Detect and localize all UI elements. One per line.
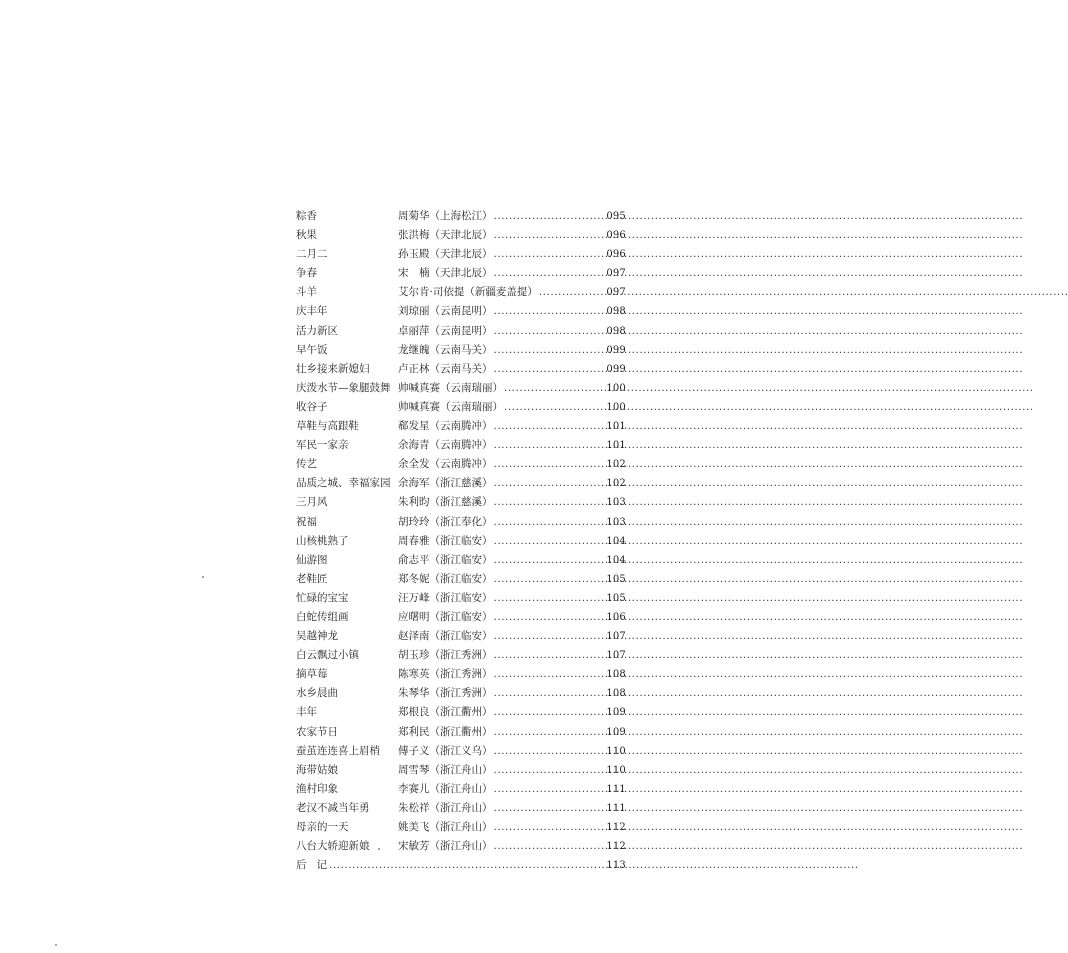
entry-author: 郑利民	[398, 725, 430, 738]
entry-author: 姚美飞	[398, 821, 430, 833]
entry-title: 二月二	[296, 248, 328, 261]
entry-author: 朱琴华	[398, 687, 430, 700]
toc-entry[interactable]	[296, 761, 626, 780]
entry-origin: （天津北辰）	[429, 248, 493, 261]
toc-entry[interactable]	[296, 341, 626, 360]
entry-origin: （浙江秀洲）	[429, 649, 493, 662]
entry-author: 李赛儿	[398, 782, 430, 795]
entry-origin: （上海松江）	[429, 210, 493, 222]
dot-leader	[494, 455, 606, 474]
entry-page-number: 109	[606, 726, 626, 738]
entry-origin: （浙江秀洲）	[429, 687, 493, 700]
entry-origin: （浙江慈溪）	[429, 477, 493, 490]
entry-origin: （浙江临安）	[429, 591, 493, 604]
table-of-contents	[296, 207, 626, 875]
entry-page-number: 105	[606, 573, 626, 585]
dot-leader	[494, 608, 606, 627]
dot-leader	[494, 513, 606, 532]
dot-leader	[494, 417, 606, 436]
entry-author: 朱松祥	[398, 801, 430, 814]
entry-origin: （浙江衢州）	[429, 706, 493, 719]
entry-origin: （浙江临安）	[429, 610, 493, 623]
entry-page-number: 104	[606, 535, 626, 547]
toc-entry[interactable]	[296, 264, 626, 283]
entry-page-number: 112	[606, 822, 626, 833]
entry-author: 周春雅	[398, 534, 430, 547]
dot-leader	[494, 302, 606, 321]
entry-title: 丰年	[296, 706, 317, 719]
entry-page-number: 104	[606, 554, 626, 566]
entry-title: 壮乡接来新媳妇	[296, 362, 370, 375]
dot-leader	[494, 226, 606, 245]
entry-origin: （浙江临安）	[429, 534, 493, 547]
entry-author: 周雪琴	[398, 763, 430, 776]
entry-page-number: 107	[606, 631, 626, 643]
dot-leader	[494, 474, 606, 493]
entry-page-number: 098	[606, 325, 626, 337]
entry-page-number: 102	[606, 478, 626, 490]
entry-author: 周菊华	[398, 210, 430, 222]
entry-title: 白云飘过小镇	[296, 649, 359, 662]
entry-page-number: 105	[606, 592, 626, 604]
entry-title: 祝福	[296, 515, 317, 528]
dot-leader	[494, 665, 606, 684]
entry-page-number: 096	[606, 230, 626, 242]
entry-page-number: 108	[606, 669, 626, 681]
toc-entry[interactable]	[296, 627, 626, 646]
entry-title: 三月风	[296, 496, 328, 509]
toc-entry[interactable]	[296, 684, 626, 703]
dot-leader	[494, 264, 606, 283]
toc-entry[interactable]	[296, 455, 626, 474]
entry-title: 水乡晨曲	[296, 687, 338, 700]
entry-origin: （新疆麦盖提）	[464, 286, 538, 299]
entry-origin: （浙江临安）	[429, 553, 493, 566]
entry-page-number: 106	[606, 611, 626, 623]
entry-origin: （浙江秀洲）	[429, 668, 493, 681]
entry-origin: （云南瑞丽）	[440, 381, 503, 394]
entry-title: 忙碌的宝宝	[296, 591, 349, 604]
entry-author: 朱利昀	[398, 496, 430, 509]
entry-author: 刘琼丽	[398, 305, 430, 318]
dot-leader	[329, 856, 605, 875]
toc-entry[interactable]	[296, 799, 626, 818]
entry-origin: （浙江临安）	[429, 572, 493, 585]
toc-entry[interactable]	[296, 398, 626, 417]
dot-leader	[494, 818, 606, 837]
entry-title: 蚕茧连连喜上眉梢	[296, 744, 380, 757]
entry-author: 帅喊真赛	[398, 400, 440, 413]
entry-author: 宋敏芳	[398, 840, 430, 853]
entry-page-number: 096	[606, 249, 626, 261]
dot-leader	[494, 684, 606, 703]
toc-entry[interactable]	[296, 589, 626, 608]
toc-entry[interactable]	[296, 723, 626, 742]
toc-entry-afterword[interactable]	[296, 856, 626, 875]
entry-origin: （浙江舟山）	[429, 782, 493, 795]
entry-author: 郑冬妮	[398, 572, 430, 585]
entry-author: 俞志平	[398, 553, 430, 566]
entry-page-number: 107	[606, 650, 626, 662]
entry-origin: （云南腾冲）	[429, 458, 493, 471]
dot-leader	[494, 703, 606, 722]
dot-leader	[494, 723, 606, 742]
entry-author: 张洪梅	[398, 229, 430, 242]
dot-leader	[494, 551, 606, 570]
entry-title: 庆丰年	[296, 305, 328, 318]
dot-leader	[494, 799, 606, 818]
toc-entry[interactable]	[296, 302, 626, 321]
toc-entry[interactable]	[296, 780, 626, 799]
entry-title: 摘草莓	[296, 668, 328, 681]
dot-leader	[494, 245, 606, 264]
entry-page-number: 100	[606, 382, 626, 394]
entry-origin: （浙江舟山）	[429, 840, 493, 853]
entry-origin: （浙江衢州）	[429, 725, 493, 738]
toc-entry[interactable]	[296, 322, 626, 341]
entry-author: 卓丽萍	[398, 324, 430, 337]
dot-leader	[494, 627, 606, 646]
dot-leader	[494, 761, 606, 780]
dot-leader	[494, 570, 606, 589]
entry-title: 军民一家亲	[296, 439, 349, 452]
entry-origin: （浙江舟山）	[429, 801, 493, 814]
dot-leader	[494, 780, 606, 799]
entry-title: 吴越神龙	[296, 630, 338, 643]
toc-entry[interactable]	[296, 665, 626, 684]
entry-origin: （云南瑞丽）	[440, 400, 503, 413]
entry-page-number: 100	[606, 401, 626, 413]
toc-entry[interactable]	[296, 551, 626, 570]
entry-origin: （浙江义乌）	[429, 744, 493, 757]
dot-leader	[504, 379, 605, 398]
entry-origin: （云南腾冲）	[429, 439, 493, 452]
entry-author: 余海青	[398, 439, 430, 452]
toc-entry[interactable]	[296, 532, 626, 551]
entry-origin: （云南马关）	[429, 343, 493, 356]
entry-title: 渔村印象	[296, 782, 338, 795]
entry-origin: （天津北辰）	[429, 267, 493, 280]
dot-leader	[494, 207, 606, 226]
entry-origin: （浙江舟山）	[429, 763, 493, 776]
entry-title: 农家节日	[296, 725, 338, 738]
toc-entry[interactable]	[296, 493, 626, 512]
entry-origin: （浙江临安）	[429, 630, 493, 643]
entry-author: 应曙明	[398, 610, 430, 623]
entry-page-number: 103	[606, 516, 626, 528]
toc-entry[interactable]	[296, 742, 626, 761]
entry-origin: （云南昆明）	[429, 305, 493, 318]
entry-author: 胡玲玲	[398, 515, 430, 528]
toc-entry[interactable]	[296, 379, 626, 398]
entry-page-number: 113	[606, 860, 626, 872]
toc-entry[interactable]	[296, 608, 626, 627]
entry-title: 白蛇传组画	[296, 610, 349, 623]
entry-origin: （云南腾冲）	[429, 420, 493, 433]
dot-leader	[539, 283, 605, 302]
entry-author: 龙继魄	[398, 343, 430, 356]
scan-speck	[202, 576, 204, 578]
entry-page-number: 097	[606, 287, 626, 299]
entry-title: 母亲的一天	[296, 821, 349, 833]
entry-title: 收谷子	[296, 400, 328, 413]
toc-entry[interactable]	[296, 436, 626, 455]
entry-author: 郗发星	[398, 420, 430, 433]
entry-author: 傅子义	[398, 744, 430, 757]
dot-leader	[494, 360, 606, 379]
dot-leader	[494, 322, 606, 341]
entry-page-number: 097	[606, 268, 626, 280]
toc-entry[interactable]	[296, 570, 626, 589]
entry-title: 活力新区	[296, 324, 338, 337]
entry-title: 后记	[296, 859, 337, 872]
entry-page-number: 099	[606, 344, 626, 356]
entry-page-number: 108	[606, 688, 626, 700]
dot-leader	[494, 646, 606, 665]
toc-entry[interactable]	[296, 283, 626, 302]
entry-author: 艾尔肯·司依提	[398, 286, 465, 299]
entry-origin: （浙江慈溪）	[429, 496, 493, 509]
dot-leader	[494, 532, 606, 551]
entry-author: 胡玉珍	[398, 649, 430, 662]
entry-title: 山核桃熟了	[296, 534, 349, 547]
entry-origin: （云南马关）	[429, 362, 493, 375]
scan-speck	[55, 944, 57, 946]
dot-leader	[494, 837, 606, 856]
toc-entry[interactable]	[296, 207, 626, 226]
entry-title: 庆泼水节—象腿鼓舞	[296, 381, 391, 394]
entry-origin: （天津北辰）	[429, 229, 493, 242]
entry-title: 斗羊	[296, 286, 317, 299]
dot-leader	[494, 436, 606, 455]
entry-title: 粽香	[296, 210, 317, 222]
entry-author: 赵泽南	[398, 630, 430, 643]
entry-title: 八台大轿迎新娘	[296, 840, 370, 853]
entry-title: 海带姑娘	[296, 763, 338, 776]
entry-title: 老汉不减当年勇	[296, 801, 370, 814]
dot-leader	[494, 742, 606, 761]
toc-entry[interactable]	[296, 360, 626, 379]
toc-entry[interactable]	[296, 818, 626, 837]
toc-entry[interactable]	[296, 474, 626, 493]
entry-title: 草鞋与高跟鞋	[296, 420, 359, 433]
entry-origin: （云南昆明）	[429, 324, 493, 337]
toc-entry[interactable]	[296, 513, 626, 532]
entry-page-number: 109	[606, 707, 626, 719]
entry-title: 早午饭	[296, 343, 328, 356]
entry-author: 余全发	[398, 458, 430, 471]
entry-page-number: 112	[606, 841, 626, 853]
entry-author: 汪万峰	[398, 591, 430, 604]
dot-leader	[494, 341, 606, 360]
entry-page-number: 111	[606, 802, 626, 814]
entry-author: 孙玉殿	[398, 248, 430, 261]
toc-entry[interactable]	[296, 226, 626, 245]
entry-author: 余海军	[398, 477, 430, 490]
dot-leader	[494, 493, 606, 512]
entry-origin: （浙江舟山）	[429, 821, 493, 833]
entry-author: 宋 楠	[398, 267, 430, 280]
entry-author: 帅喊真赛	[398, 381, 440, 394]
entry-title: 品质之城、幸福家园	[296, 477, 391, 490]
entry-title: 争春	[296, 267, 317, 280]
dot-leader	[504, 398, 605, 417]
entry-page-number: 103	[606, 497, 626, 509]
entry-title: 仙游图	[296, 553, 328, 566]
toc-entry[interactable]	[296, 703, 626, 722]
entry-page-number: 111	[606, 783, 626, 795]
toc-entry[interactable]	[296, 417, 626, 436]
entry-page-number: 098	[606, 306, 626, 318]
entry-title: 传艺	[296, 458, 317, 471]
entry-author: 陈寒英	[398, 668, 430, 681]
toc-entry[interactable]	[296, 646, 626, 665]
entry-title: 老鞋匠	[296, 572, 328, 585]
entry-page-number: 101	[606, 421, 626, 433]
toc-entry[interactable]	[296, 245, 626, 264]
entry-page-number: 110	[606, 745, 626, 757]
entry-page-number: 102	[606, 459, 626, 471]
entry-author: 郑根良	[398, 706, 430, 719]
entry-title: 秋果	[296, 229, 317, 242]
entry-origin: （浙江奉化）	[429, 515, 493, 528]
dot-leader	[494, 589, 606, 608]
entry-page-number: 110	[606, 764, 626, 776]
entry-author: 卢正林	[398, 362, 430, 375]
entry-page-number: 099	[606, 363, 626, 375]
toc-entry[interactable]	[296, 837, 626, 856]
entry-page-number: 101	[606, 440, 626, 452]
entry-page-number: 095	[606, 211, 626, 222]
